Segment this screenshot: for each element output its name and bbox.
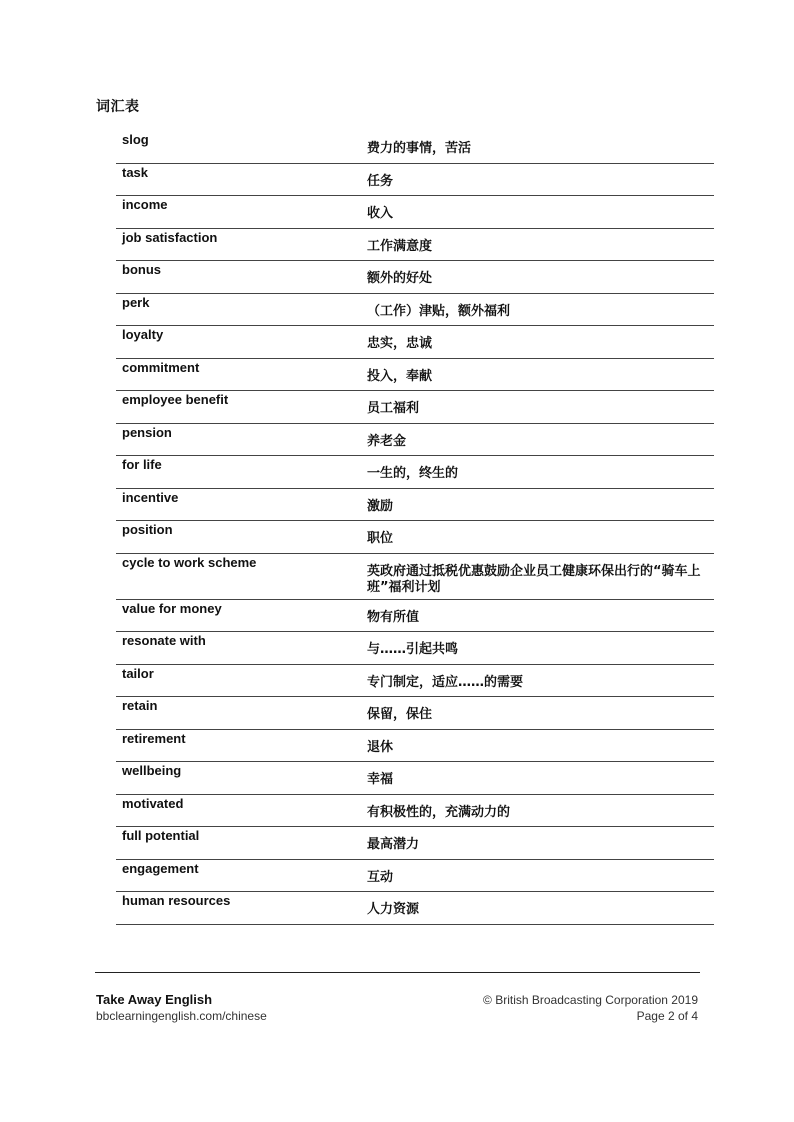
- vocab-meaning: 工作满意度: [367, 238, 433, 254]
- vocab-term: cycle to work scheme: [122, 554, 257, 570]
- table-row: [116, 359, 714, 392]
- vocab-term: incentive: [122, 489, 179, 505]
- vocab-meaning: 任务: [367, 173, 394, 189]
- vocab-term: position: [122, 522, 173, 537]
- vocab-term: for life: [122, 457, 162, 472]
- vocab-term: employee benefit: [122, 392, 229, 407]
- vocab-term: human resources: [122, 893, 231, 908]
- table-row: [116, 261, 714, 294]
- table-row: [116, 795, 714, 828]
- page-title: 词汇表: [96, 98, 140, 114]
- table-row: [116, 697, 714, 730]
- vocab-meaning: 费力的事情，苦活: [367, 141, 472, 156]
- vocab-meaning: 专门制定，适应……的需要: [367, 674, 524, 690]
- vocab-meaning: 投入，奉献: [367, 368, 433, 384]
- vocab-meaning: 最高潜力: [367, 837, 420, 852]
- vocab-meaning: 职位: [367, 531, 394, 546]
- vocab-term: task: [122, 164, 149, 180]
- footer-right: [483, 992, 698, 1024]
- table-row: [116, 326, 714, 359]
- table-row: [116, 196, 714, 229]
- vocab-term: perk: [122, 294, 150, 310]
- table-row: [116, 892, 714, 925]
- vocab-term: commitment: [122, 359, 200, 375]
- table-row: [116, 489, 714, 522]
- table-row: [116, 762, 714, 795]
- table-row: [116, 391, 714, 424]
- vocab-meaning: 人力资源: [367, 902, 420, 917]
- vocab-meaning: 幸福: [367, 772, 394, 787]
- footer-left: [96, 992, 267, 1024]
- vocab-term: bonus: [122, 262, 161, 277]
- vocab-meaning: 激励: [367, 498, 394, 514]
- vocab-meaning: 与……引起共鸣: [367, 642, 459, 657]
- copyright-text: © British Broadcasting Corporation 2019: [483, 993, 698, 1007]
- vocab-term: retirement: [122, 730, 186, 746]
- table-row: [116, 665, 714, 698]
- vocab-term: resonate with: [122, 633, 206, 648]
- table-row: [116, 600, 714, 633]
- vocab-meaning: 互动: [367, 869, 394, 885]
- table-row: [116, 521, 714, 554]
- table-row: [116, 632, 714, 665]
- website-text: bbclearningenglish.com/chinese: [96, 1009, 267, 1023]
- table-row: [116, 860, 714, 893]
- vocab-term: pension: [122, 424, 172, 440]
- vocab-meaning: 额外的好处: [367, 271, 433, 286]
- vocab-meaning: 员工福利: [367, 401, 420, 416]
- vocab-meaning: 养老金: [367, 433, 407, 449]
- vocab-meaning: 英政府通过抵税优惠鼓励企业员工健康环保出行的“骑车上班”福利计划: [367, 563, 701, 595]
- program-title: Take Away English: [96, 992, 213, 1007]
- table-row: [116, 424, 714, 457]
- table-row: [116, 554, 714, 600]
- vocab-term: wellbeing: [122, 763, 182, 778]
- vocab-term: value for money: [122, 600, 222, 616]
- vocab-term: full potential: [122, 828, 200, 843]
- table-row: [116, 827, 714, 860]
- vocab-term: retain: [122, 698, 158, 713]
- page-number: Page 2 of 4: [636, 1009, 698, 1023]
- vocabulary-table: [116, 131, 714, 925]
- vocab-meaning: （工作）津贴，额外福利: [367, 303, 511, 319]
- vocab-term: income: [122, 197, 168, 212]
- vocab-meaning: 保留，保住: [367, 707, 433, 722]
- vocab-term: engagement: [122, 860, 199, 876]
- vocab-meaning: 忠实，忠诚: [367, 336, 433, 351]
- vocab-term: loyalty: [122, 327, 164, 342]
- vocab-term: slog: [122, 132, 149, 147]
- vocab-term: job satisfaction: [122, 229, 218, 245]
- vocab-meaning: 一生的，终生的: [367, 466, 459, 481]
- vocab-meaning: 收入: [367, 206, 394, 221]
- table-row: [116, 456, 714, 489]
- table-row: [116, 229, 714, 262]
- vocab-term: tailor: [122, 665, 154, 681]
- table-row: [116, 131, 714, 164]
- vocab-meaning: 物有所值: [367, 609, 420, 625]
- vocab-term: motivated: [122, 795, 184, 811]
- table-row: [116, 294, 714, 327]
- vocab-meaning: 退休: [367, 739, 394, 755]
- table-row: [116, 730, 714, 763]
- table-row: [116, 164, 714, 197]
- footer-divider: [95, 972, 700, 973]
- vocab-meaning: 有积极性的，充满动力的: [367, 804, 511, 820]
